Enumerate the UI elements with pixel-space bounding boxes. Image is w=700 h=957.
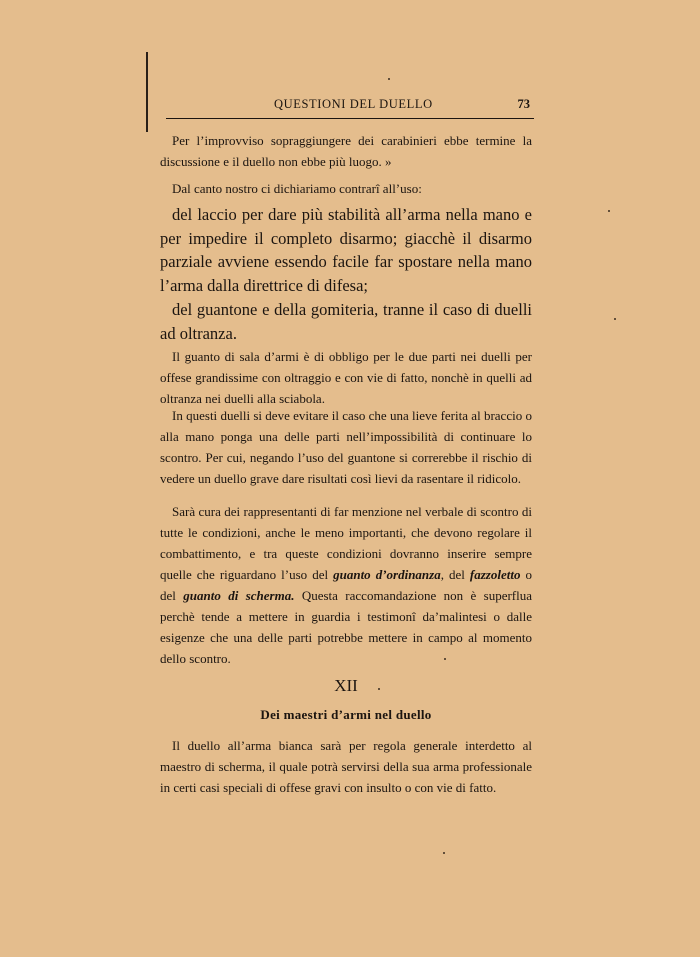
chapter-number: XII <box>334 676 358 695</box>
paragraph-5: Il guanto di sala d’armi è di obbligo per le due parti nei duelli per offese grandissime con oltraggio e con vie di fatto, nonchè in quelli ad oltranza nei duelli alla sciabola. <box>160 349 532 406</box>
binding-edge <box>146 52 148 132</box>
running-title: QUESTIONI DEL DUELLO <box>274 97 433 111</box>
ink-speck <box>608 210 610 212</box>
page-number: 73 <box>517 97 530 111</box>
paragraph-7-part-c: o del <box>160 567 533 603</box>
paragraph-7-part-d: Questa raccomandazione non è superflua perchè tende a mettere in guardia i testimonî da’malintesi o dalle esigenze che una delle parti potrebbe mettere in campo al momento dello scontro. <box>160 588 532 666</box>
paragraph-6: In questi duelli si deve evitare il caso che una lieve ferita al braccio o alla mano ponga una delle parti nell’impossibilità di continuare lo scontro. Per cui, negando l’uso del guantone si correrebbe il rischio di vedere un duello grave dare risultati così lievi da rasentare il ridicolo. <box>160 408 532 486</box>
ink-speck <box>388 78 390 80</box>
paragraph-7-part-b: , del <box>440 567 470 582</box>
section-title: Dei maestri d’armi nel duello <box>260 707 432 722</box>
paragraph-3: del laccio per dare più stabilità all’arma nella mano e per impedire il completo disarmo; giacchè il disarmo parziale avviene essendo facile far spostare nella mano l’arma dalla direttrice di difesa; <box>160 205 532 295</box>
paragraph-1: Per l’improvviso sopraggiungere dei carabinieri ebbe termine la discussione e il duello non ebbe più luogo. » <box>160 133 532 169</box>
paragraph-7-part-a: Sarà cura dei rappresentanti di far menzione nel verbale di scontro di tutte le condizioni, anche le meno importanti, che devono regolare il combattimento, e tra queste condizioni dovranno inserire sempre quelle che riguardano l’uso del <box>160 504 532 582</box>
emphasis-guanto-scherma: guanto di scherma. <box>183 588 295 603</box>
paragraph-7 <box>160 501 532 669</box>
paragraph-2: Dal canto nostro ci dichiariamo contrarî all’uso: <box>172 181 422 196</box>
emphasis-fazzoletto: fazzoletto <box>469 567 521 582</box>
ink-speck <box>443 852 445 854</box>
paragraph-4: del guantone e della gomiteria, tranne il caso di duelli ad oltranza. <box>160 300 532 343</box>
ink-speck <box>444 658 446 660</box>
page-header <box>166 96 534 119</box>
emphasis-guanto-ordinanza: guanto d’ordinanza <box>333 567 441 582</box>
section-paragraph-1: Il duello all’arma bianca sarà per regola generale interdetto al maestro di scherma, il quale potrà servirsi della sua arma professionale in certi casi speciali di offese gravi con insulto o con vie di fatto. <box>160 738 532 795</box>
ink-speck <box>378 688 380 690</box>
ink-speck <box>614 318 616 320</box>
